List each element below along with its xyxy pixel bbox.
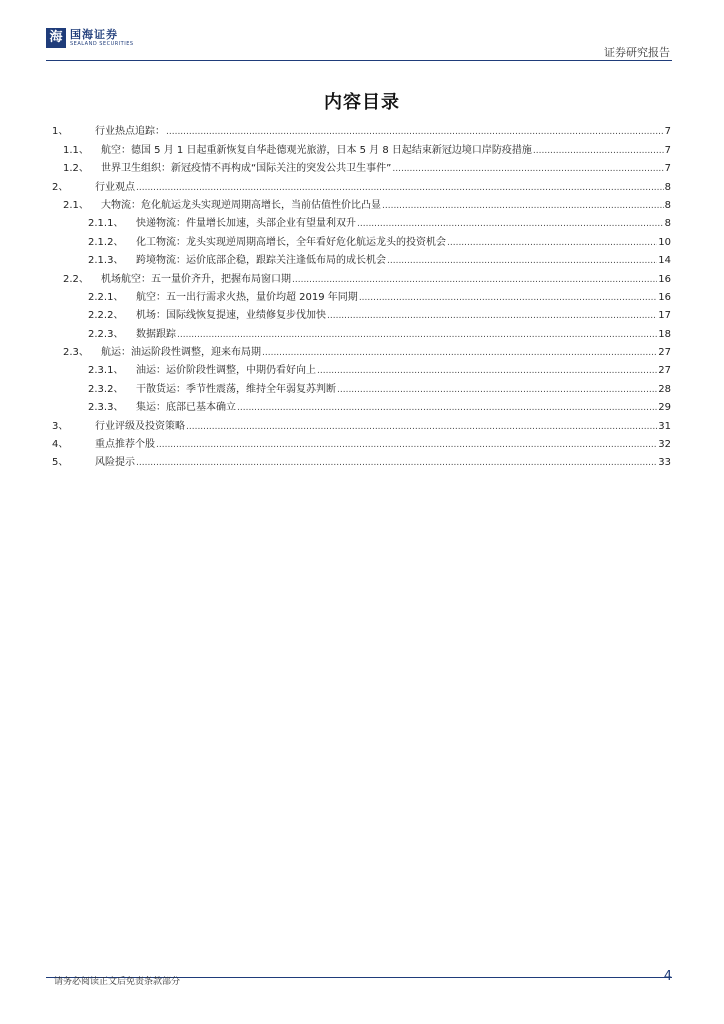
toc-entry-page: 7 <box>664 126 671 138</box>
table-of-contents <box>52 121 671 470</box>
toc-leader-dots <box>177 328 657 342</box>
toc-entry-label: 世界卫生组织：新冠疫情不再构成“国际关注的突发公共卫生事件” <box>101 163 392 175</box>
toc-entry-number: 1.1、 <box>63 144 89 156</box>
toc-leader-dots <box>237 401 657 415</box>
toc-entry-label: 数据跟踪 <box>136 328 176 340</box>
toc-leader-dots <box>387 254 657 268</box>
toc-entry-label: 行业观点 <box>95 181 135 193</box>
toc-entry[interactable] <box>52 158 671 176</box>
toc-entry[interactable] <box>52 176 671 194</box>
toc-entry-page: 8 <box>664 199 671 211</box>
disclaimer: 请务必阅读正文后免责条款部分 <box>54 977 181 987</box>
toc-leader-dots <box>136 456 657 470</box>
toc-entry[interactable] <box>52 213 671 231</box>
toc-entry[interactable] <box>52 139 671 157</box>
logo-mark: 海 <box>46 28 66 48</box>
toc-entry-number: 2.1.3、 <box>88 255 124 267</box>
toc-entry-number: 3、 <box>52 420 69 432</box>
toc-entry-page: 31 <box>658 420 671 432</box>
logo-cn: 国海证券 <box>70 28 118 41</box>
toc-leader-dots <box>357 217 664 231</box>
toc-leader-dots <box>327 309 657 323</box>
toc-entry-number: 2.3.2、 <box>88 383 124 395</box>
toc-entry[interactable] <box>52 378 671 396</box>
toc-entry-number: 2.2、 <box>63 273 89 285</box>
toc-entry-page: 10 <box>658 236 671 248</box>
toc-entry-number: 2.2.1、 <box>88 291 124 303</box>
toc-entry-label: 油运：运价阶段性调整，中期仍看好向上 <box>136 365 316 377</box>
toc-entry-number: 2.2.2、 <box>88 310 124 322</box>
toc-entry[interactable] <box>52 452 671 470</box>
toc-entry-number: 2.3.3、 <box>88 402 124 414</box>
toc-entry-number: 1、 <box>52 126 69 138</box>
page-header <box>46 26 672 61</box>
toc-entry-label: 机场航空：五一量价齐升，把握布局窗口期 <box>101 273 291 285</box>
toc-entry-number: 4、 <box>52 439 69 451</box>
logo-text <box>70 28 134 48</box>
toc-entry-page: 27 <box>658 365 671 377</box>
toc-entry[interactable] <box>52 323 671 341</box>
toc-leader-dots <box>359 291 657 305</box>
toc-leader-dots <box>392 162 663 176</box>
toc-entry-number: 5、 <box>52 457 69 469</box>
page-footer <box>46 969 672 992</box>
logo-en: SEALAND SECURITIES <box>70 41 134 47</box>
toc-entry-page: 16 <box>658 291 671 303</box>
toc-entry-page: 8 <box>664 218 671 230</box>
page-number: 4 <box>663 969 672 984</box>
toc-leader-dots <box>382 199 664 213</box>
toc-leader-dots <box>136 181 664 195</box>
toc-entry[interactable] <box>52 360 671 378</box>
report-type: 证券研究报告 <box>604 46 670 59</box>
toc-leader-dots <box>317 364 657 378</box>
toc-entry[interactable] <box>52 305 671 323</box>
toc-entry-number: 2.3、 <box>63 347 89 359</box>
toc-entry-page: 32 <box>658 439 671 451</box>
toc-entry-label: 行业评级及投资策略 <box>95 420 185 432</box>
toc-entry[interactable] <box>52 434 671 452</box>
toc-leader-dots <box>337 383 657 397</box>
toc-entry-number: 1.2、 <box>63 163 89 175</box>
toc-entry-label: 机场：国际线恢复提速，业绩修复步伐加快 <box>136 310 326 322</box>
toc-leader-dots <box>262 346 657 360</box>
toc-leader-dots <box>292 273 657 287</box>
toc-leader-dots <box>166 125 664 139</box>
toc-leader-dots <box>156 438 657 452</box>
toc-entry[interactable] <box>52 250 671 268</box>
toc-entry[interactable] <box>52 195 671 213</box>
toc-entry-page: 16 <box>658 273 671 285</box>
toc-entry-page: 18 <box>658 328 671 340</box>
toc-entry-page: 17 <box>658 310 671 322</box>
toc-entry-page: 7 <box>664 144 671 156</box>
toc-entry-page: 14 <box>658 255 671 267</box>
toc-entry-label: 干散货运：季节性震荡，维持全年弱复苏判断 <box>136 383 336 395</box>
toc-entry-label: 大物流：危化航运龙头实现逆周期高增长，当前估值性价比凸显 <box>101 199 381 211</box>
toc-entry-label: 航运：油运阶段性调整，迎来布局期 <box>101 347 261 359</box>
toc-entry-number: 2、 <box>52 181 69 193</box>
toc-entry-label: 化工物流：龙头实现逆周期高增长，全年看好危化航运龙头的投资机会 <box>136 236 446 248</box>
toc-entry-label: 集运：底部已基本确立 <box>136 402 236 414</box>
toc-title: 内容目录 <box>324 92 400 113</box>
toc-entry-page: 33 <box>658 457 671 469</box>
toc-entry-label: 航空：德国 5 月 1 日起重新恢复自华赴德观光旅游，日本 5 月 8 日起结束新冠边境口岸防疫措施 <box>101 144 532 156</box>
toc-entry-number: 2.1.1、 <box>88 218 124 230</box>
toc-entry[interactable] <box>52 415 671 433</box>
toc-entry-page: 27 <box>658 347 671 359</box>
toc-entry-number: 2.1.2、 <box>88 236 124 248</box>
toc-entry-number: 2.2.3、 <box>88 328 124 340</box>
toc-entry[interactable] <box>52 121 671 139</box>
toc-entry-label: 跨境物流：运价底部企稳，跟踪关注逢低布局的成长机会 <box>136 255 386 267</box>
toc-entry[interactable] <box>52 287 671 305</box>
company-logo <box>46 28 134 48</box>
toc-entry-page: 7 <box>664 163 671 175</box>
toc-entry-page: 8 <box>664 181 671 193</box>
toc-entry-label: 重点推荐个股 <box>95 439 155 451</box>
toc-entry-number: 2.1、 <box>63 199 89 211</box>
toc-leader-dots <box>533 144 664 158</box>
toc-entry-page: 29 <box>658 402 671 414</box>
toc-entry[interactable] <box>52 231 671 249</box>
toc-entry-label: 风险提示 <box>95 457 135 469</box>
toc-entry-label: 行业热点追踪： <box>95 126 165 138</box>
toc-entry[interactable] <box>52 397 671 415</box>
toc-entry[interactable] <box>52 268 671 286</box>
toc-leader-dots <box>447 236 657 250</box>
toc-entry-label: 航空：五一出行需求火热，量价均超 2019 年同期 <box>136 291 358 303</box>
toc-leader-dots <box>186 420 657 434</box>
toc-entry-page: 28 <box>658 383 671 395</box>
toc-entry[interactable] <box>52 342 671 360</box>
toc-entry-number: 2.3.1、 <box>88 365 124 377</box>
toc-entry-label: 快递物流：件量增长加速，头部企业有望量利双升 <box>136 218 356 230</box>
